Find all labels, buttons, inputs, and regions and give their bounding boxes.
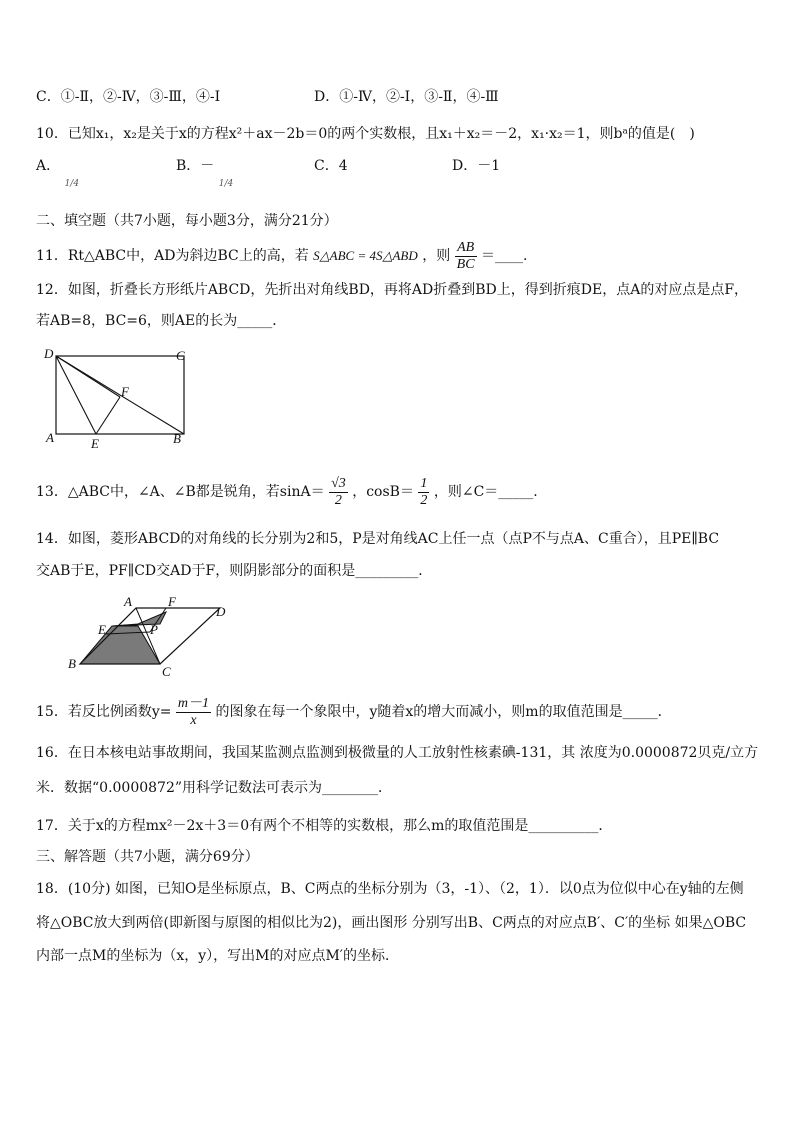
label-c: C bbox=[162, 664, 171, 679]
q18-line-3: 内部一点M的坐标为（x，y），写出M的对应点M′的坐标． bbox=[36, 948, 399, 964]
q9-option-c: C．①-Ⅱ，②-Ⅳ，③-Ⅲ，④-Ⅰ bbox=[36, 89, 221, 105]
q10-option-a-value: 1/4 bbox=[64, 179, 80, 189]
label-b: B bbox=[173, 431, 181, 446]
q11-mid: ，则 bbox=[422, 248, 451, 264]
q11-fraction bbox=[455, 240, 477, 273]
segment-df bbox=[56, 356, 120, 397]
q18-line-1: 18．(10分) 如图，已知O是坐标原点，B、C两点的坐标分别为（3，-1）、（2，1）．以0点为位似中心在y轴的左侧 bbox=[36, 881, 744, 897]
section-3-heading: 三、解答题（共7小题，满分69分） bbox=[36, 849, 259, 865]
q10-option-b bbox=[176, 156, 234, 189]
q13-fraction-1 bbox=[329, 476, 348, 509]
label-b: B bbox=[68, 656, 76, 671]
q16-line-2: 米．数据“0.0000872”用科学记数法可表示为________． bbox=[36, 780, 393, 796]
q14-rhombus-figure bbox=[62, 594, 242, 684]
label-a: A bbox=[124, 594, 132, 609]
q9-option-d: D．①-Ⅳ，②-Ⅰ，③-Ⅱ，④-Ⅲ bbox=[314, 89, 499, 105]
q12-line-2: 若AB=8，BC=6，则AE的长为_____． bbox=[36, 313, 287, 329]
q12-rectangle-figure bbox=[40, 344, 200, 452]
q17: 17．关于x的方程mx²－2x＋3＝0有两个不相等的实数根，那么m的取值范围是__________． bbox=[36, 818, 613, 834]
q15-prefix: 15．若反比例函数y= bbox=[36, 704, 172, 720]
q11-fraction-denominator: BC bbox=[456, 256, 475, 272]
q10-stem: 10．已知x₁，x₂是关于x的方程x²＋ax－2b＝0的两个实数根，且x₁＋x₂＝－2，x₁·x₂＝1，则bᵃ的值是( ) bbox=[36, 126, 695, 142]
q11-formula: S△ABC = 4S△ABD bbox=[313, 248, 418, 263]
q13-fraction-2-denominator: 2 bbox=[420, 492, 428, 508]
label-e: E bbox=[91, 436, 99, 451]
q14-line-2: 交AB于E，PF∥CD交AD于F，则阴影部分的面积是_________． bbox=[36, 563, 433, 579]
label-c: C bbox=[176, 348, 185, 363]
label-d: D bbox=[44, 346, 54, 361]
q13-fraction-2 bbox=[418, 476, 429, 509]
q16-line-1: 16．在日本核电站事故期间，我国某监测点监测到极微量的人工放射性核素碘-131，其 浓度为0.0000872贝克/立方 bbox=[36, 745, 759, 761]
label-f: F bbox=[121, 384, 129, 399]
q11 bbox=[36, 238, 527, 274]
q13 bbox=[36, 470, 538, 514]
label-d: D bbox=[216, 604, 226, 619]
label-a: A bbox=[46, 430, 54, 445]
q10-option-b-value: 1/4 bbox=[218, 179, 234, 189]
label-f: F bbox=[168, 594, 176, 609]
q13-fraction-1-numerator: √3 bbox=[331, 475, 346, 491]
q12-line-1: 12．如图，折叠长方形纸片ABCD，先折出对角线BD，再将AD折叠到BD上，得到折痕DE，点A的对应点是点F， bbox=[36, 282, 749, 298]
q15-fraction-denominator: x bbox=[190, 712, 197, 728]
q10-option-c: C．4 bbox=[314, 158, 348, 174]
q11-suffix: ＝____. bbox=[481, 248, 528, 264]
q11-fraction-numerator: AB bbox=[455, 240, 477, 257]
q11-prefix: 11．Rt△ABC中，AD为斜边BC上的高，若 bbox=[36, 248, 309, 264]
q13-mid: ，cosB＝ bbox=[352, 484, 414, 500]
label-e: E bbox=[98, 622, 106, 637]
segment-ef bbox=[96, 397, 120, 434]
q15-fraction-numerator: m－1 bbox=[177, 695, 210, 711]
q10-option-b-label: B．－ bbox=[176, 158, 215, 174]
section-2-heading: 二、填空题（共7小题，每小题3分，满分21分） bbox=[36, 213, 338, 229]
q15 bbox=[36, 690, 672, 734]
q13-suffix: ，则∠C＝_____. bbox=[433, 484, 538, 500]
q14-line-1: 14．如图，菱形ABCD的对角线的长分别为2和5，P是对角线AC上任一点（点P不与点A、C重合），且PE∥BC bbox=[36, 531, 720, 547]
q13-fraction-2-numerator: 1 bbox=[420, 475, 428, 491]
label-p: P bbox=[150, 622, 158, 637]
q13-prefix: 13．△ABC中，∠A、∠B都是锐角，若sinA＝ bbox=[36, 484, 325, 500]
q10-option-a-label: A． bbox=[36, 158, 61, 174]
q10-option-a bbox=[36, 156, 80, 189]
q18-line-2: 将△OBC放大到两倍(即新图与原图的相似比为2)，画出图形 分别写出B、C两点的对应点B′、C′的坐标 如果△OBC bbox=[36, 915, 747, 931]
q10-option-d: D．－1 bbox=[452, 158, 501, 174]
q15-suffix: 的图象在每一个象限中，y随着x的增大而减小，则m的取值范围是_____． bbox=[215, 704, 672, 720]
q15-fraction bbox=[176, 696, 211, 729]
q13-fraction-1-denominator: 2 bbox=[334, 492, 342, 508]
